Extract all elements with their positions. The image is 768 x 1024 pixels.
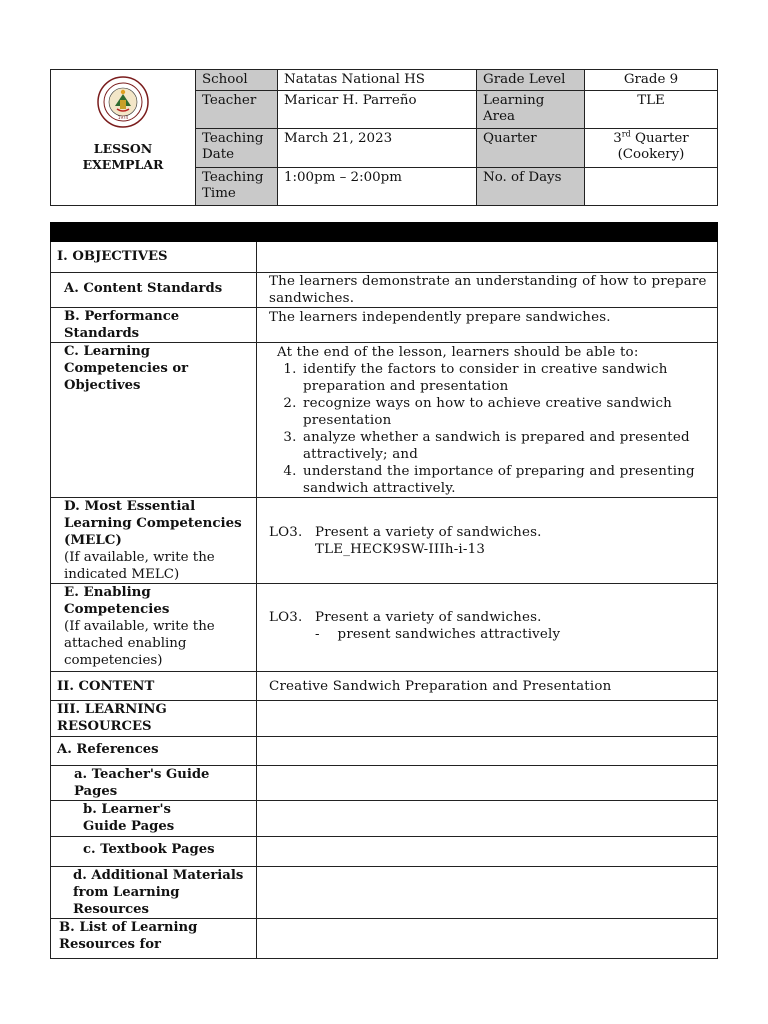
table-header-bar: [51, 223, 718, 242]
content-value: Creative Sandwich Preparation and Presentation: [257, 672, 718, 701]
references-row: [51, 737, 718, 766]
melc-value-cell: [257, 498, 718, 584]
content-standards-value: The learners demonstrate an understanding of how to prepare sandwiches.: [257, 273, 718, 308]
melc-label-cell: [51, 498, 257, 584]
learners-guide-row: [51, 801, 718, 837]
lesson-header-table: [50, 69, 718, 206]
competencies-row: [51, 343, 718, 498]
list-resources-label: B. List of Learning Resources for: [51, 919, 257, 959]
teaching-date-value: March 21, 2023: [278, 129, 477, 168]
competencies-intro: At the end of the lesson, learners should be able to:: [277, 345, 639, 360]
competencies-label: C. Learning Competencies or Objectives: [51, 343, 257, 498]
melc-id: TLE_HECK9SW-IIIh-i-13: [315, 542, 486, 557]
competency-item: 4. understand the importance of preparing and presenting sandwich attractively.: [301, 463, 707, 497]
competency-item: 3. analyze whether a sandwich is prepared and presented attractively; and: [301, 429, 707, 463]
resources-row: [51, 701, 718, 737]
performance-standards-value: The learners independently prepare sandwiches.: [257, 308, 718, 343]
content-standards-row: [51, 273, 718, 308]
teacher-label: Teacher: [196, 91, 278, 129]
melc-code: LO3.: [269, 525, 303, 540]
teachers-guide-label: a. Teacher's Guide Pages: [51, 766, 257, 801]
competencies-cell: [257, 343, 718, 498]
melc-value: Present a variety of sandwiches.: [315, 525, 542, 540]
quarter-label: Quarter: [477, 129, 585, 168]
enabling-code: LO3.: [269, 610, 303, 625]
teachers-guide-row: [51, 766, 718, 801]
learners-guide-label: b. Learner's Guide Pages: [51, 801, 257, 837]
logo-cell: [51, 70, 196, 206]
lesson-title-line2: EXEMPLAR: [82, 157, 164, 172]
school-seal-logo: [97, 76, 149, 128]
learning-area-label: Learning Area: [477, 91, 585, 129]
textbook-row: [51, 837, 718, 867]
competencies-list: [277, 361, 707, 497]
performance-standards-row: [51, 308, 718, 343]
grade-level-label: Grade Level: [477, 70, 585, 91]
lesson-body-table: [50, 222, 718, 959]
school-label: School: [196, 70, 278, 91]
svg-text:1974: 1974: [117, 115, 129, 120]
teacher-value: Maricar H. Parreño: [278, 91, 477, 129]
enabling-value-cell: [257, 584, 718, 672]
teaching-time-value: 1:00pm – 2:00pm: [278, 168, 477, 206]
teaching-date-label: Teaching Date: [196, 129, 278, 168]
enabling-note: (If available, write the attached enabling competencies): [64, 619, 215, 668]
enabling-label-cell: [51, 584, 257, 672]
melc-label: D. Most Essential Learning Competencies (MELC): [64, 498, 242, 548]
content-standards-label: A. Content Standards: [51, 273, 257, 308]
enabling-label: E. Enabling Competencies: [64, 584, 170, 617]
quarter-number: 3: [613, 131, 622, 146]
teaching-time-label: Teaching Time: [196, 168, 278, 206]
list-resources-row: [51, 919, 718, 959]
enabling-row: [51, 584, 718, 672]
lesson-title-line1: LESSON: [93, 141, 153, 156]
quarter-suffix: rd: [621, 129, 631, 139]
lesson-exemplar-title: [53, 141, 193, 173]
references-label: A. References: [51, 737, 257, 766]
enabling-value: Present a variety of sandwiches.: [315, 610, 542, 625]
days-label: No. of Days: [477, 168, 585, 206]
quarter-value: [585, 129, 718, 168]
grade-level-value: Grade 9: [585, 70, 718, 91]
melc-row: [51, 498, 718, 584]
performance-standards-label: B. Performance Standards: [51, 308, 257, 343]
quarter-word: Quarter: [635, 131, 689, 146]
school-value: Natatas National HS: [278, 70, 477, 91]
textbook-label: c. Textbook Pages: [51, 837, 257, 867]
content-label: II. CONTENT: [51, 672, 257, 701]
quarter-subject: (Cookery): [617, 147, 685, 162]
additional-materials-row: [51, 867, 718, 919]
enabling-sub: - present sandwiches attractively: [315, 627, 561, 642]
days-value: [585, 168, 718, 206]
competency-item: 2. recognize ways on how to achieve creative sandwich presentation: [301, 395, 707, 429]
objectives-row: [51, 242, 718, 273]
objectives-heading: I. OBJECTIVES: [51, 242, 257, 273]
competency-item: 1. identify the factors to consider in creative sandwich preparation and presentation: [301, 361, 707, 395]
additional-materials-label: d. Additional Materials from Learning Resources: [51, 867, 257, 919]
content-row: [51, 672, 718, 701]
resources-label: III. LEARNING RESOURCES: [51, 701, 257, 737]
learning-area-value: TLE: [585, 91, 718, 129]
melc-note: (If available, write the indicated MELC): [64, 550, 215, 582]
